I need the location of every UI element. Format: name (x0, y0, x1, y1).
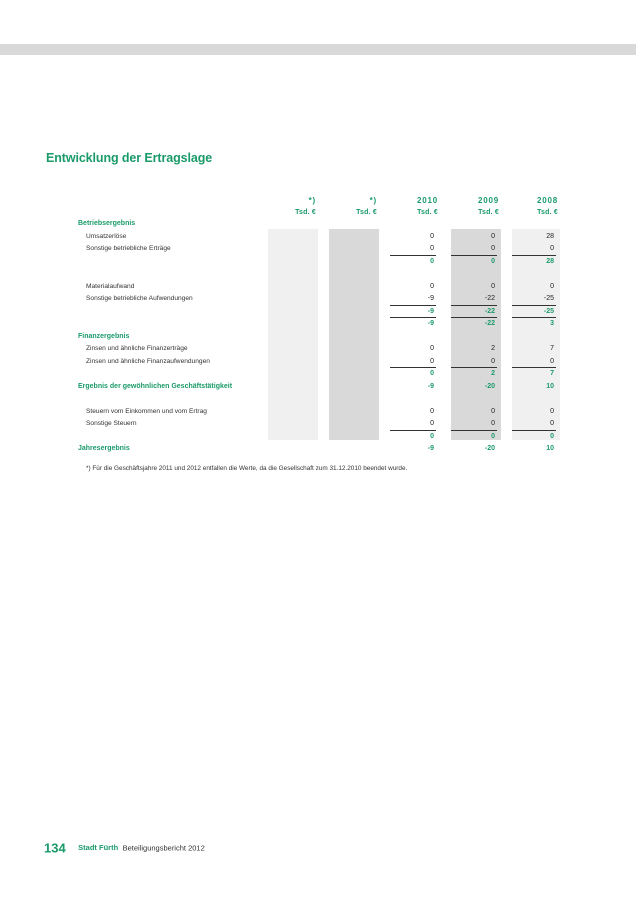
column-header-unit: Tsd. € (417, 209, 438, 216)
table-row (0, 281, 636, 293)
cell-value: 7 (550, 345, 554, 352)
cell-value: 0 (430, 370, 434, 377)
cell-value: 0 (491, 357, 495, 365)
cell-value: 28 (546, 232, 554, 240)
section-row (0, 218, 636, 230)
section-row (0, 443, 636, 455)
table-row (0, 406, 636, 418)
cell-value: 0 (491, 407, 495, 415)
row-label: Sonstige betriebliche Aufwendungen (86, 295, 193, 302)
cell-value: -22 (484, 307, 495, 315)
cell-value: 0 (491, 245, 495, 252)
cell-value: -9 (427, 445, 434, 452)
table-row (0, 431, 636, 443)
section-row (0, 331, 636, 343)
row-label: Ergebnis der gewöhnlichen Geschäftstätigkeit (78, 382, 233, 390)
table-row (0, 318, 636, 330)
row-label: Sonstige betriebliche Erträge (86, 245, 171, 252)
cell-value: 0 (550, 420, 554, 427)
column-header-unit: Tsd. € (537, 209, 558, 216)
row-label: Jahresergebnis (78, 445, 130, 452)
table-row (0, 343, 636, 355)
row-label: Sonstige Steuern (86, 420, 137, 427)
table-row (0, 256, 636, 268)
cell-value: 10 (546, 445, 554, 452)
cell-value: 10 (546, 382, 554, 390)
cell-value: 0 (430, 232, 434, 240)
column-header-year: 2008 (537, 196, 558, 205)
table-row (0, 293, 636, 305)
footer-report-title: Beteiligungsbericht 2012 (122, 843, 205, 853)
cell-value: 2 (491, 345, 495, 352)
cell-value: 0 (430, 432, 434, 440)
cell-value: -20 (484, 445, 495, 452)
cell-value: -9 (427, 295, 434, 302)
row-label: Steuern vom Einkommen und vom Ertrag (86, 407, 207, 415)
cell-value: 7 (550, 370, 554, 377)
cell-value: -25 (543, 295, 554, 302)
column-header-year: 2010 (417, 196, 438, 205)
row-label: Umsatzerlöse (86, 232, 127, 240)
table-row (0, 231, 636, 243)
cell-value: -9 (427, 382, 434, 390)
row-label: Betriebsergebnis (78, 220, 136, 227)
cell-value: -25 (543, 307, 554, 315)
cell-value: 0 (491, 232, 495, 240)
cell-value: 0 (491, 282, 495, 290)
cell-value: 0 (550, 245, 554, 252)
table-row (0, 356, 636, 368)
cell-value: -9 (427, 307, 434, 315)
table-row (0, 243, 636, 255)
cell-value: -22 (484, 320, 495, 327)
column-header-year: 2009 (478, 196, 499, 205)
row-label: Finanzergebnis (78, 332, 130, 340)
cell-value: 2 (491, 370, 495, 377)
column-header-year: *) (308, 196, 316, 205)
column-header-year: *) (369, 196, 377, 205)
table-row (0, 368, 636, 380)
cell-value: 0 (430, 345, 434, 352)
cell-value: 0 (550, 282, 554, 290)
cell-value: 0 (550, 407, 554, 415)
cell-value: 0 (491, 432, 495, 440)
column-header-unit: Tsd. € (295, 209, 316, 216)
cell-value: 0 (550, 432, 554, 440)
cell-value: 0 (550, 357, 554, 365)
cell-value: 3 (550, 320, 554, 327)
cell-value: 0 (430, 282, 434, 290)
cell-value: 0 (430, 420, 434, 427)
cell-value: 0 (491, 257, 495, 265)
table-row (0, 268, 636, 280)
cell-value: -22 (484, 295, 495, 302)
cell-value: -20 (484, 382, 495, 390)
page-number: 134 (44, 840, 66, 856)
table-row (0, 393, 636, 405)
cell-value: 0 (491, 420, 495, 427)
cell-value: 0 (430, 407, 434, 415)
cell-value: -9 (427, 320, 434, 327)
page-footer (44, 839, 205, 857)
footer-brand: Stadt Fürth (78, 843, 119, 853)
cell-value: 28 (546, 257, 554, 265)
cell-value: 0 (430, 245, 434, 252)
page-heading: Entwicklung der Ertragslage (46, 151, 213, 165)
section-row (0, 381, 636, 393)
table-row (0, 306, 636, 318)
table-row (0, 418, 636, 430)
row-label: Zinsen und ähnliche Finanzaufwendungen (86, 357, 210, 365)
column-header-unit: Tsd. € (356, 209, 377, 216)
cell-value: 0 (430, 357, 434, 365)
cell-value: 0 (430, 257, 434, 265)
row-label: Materialaufwand (86, 282, 135, 290)
row-label: Zinsen und ähnliche Finanzerträge (86, 345, 188, 352)
footnote: *) Für die Geschäftsjahre 2011 und 2012 entfallen die Werte, da die Gesellschaft zum 31.12.2010 beendet wurde. (86, 465, 408, 472)
column-header-unit: Tsd. € (478, 209, 499, 216)
